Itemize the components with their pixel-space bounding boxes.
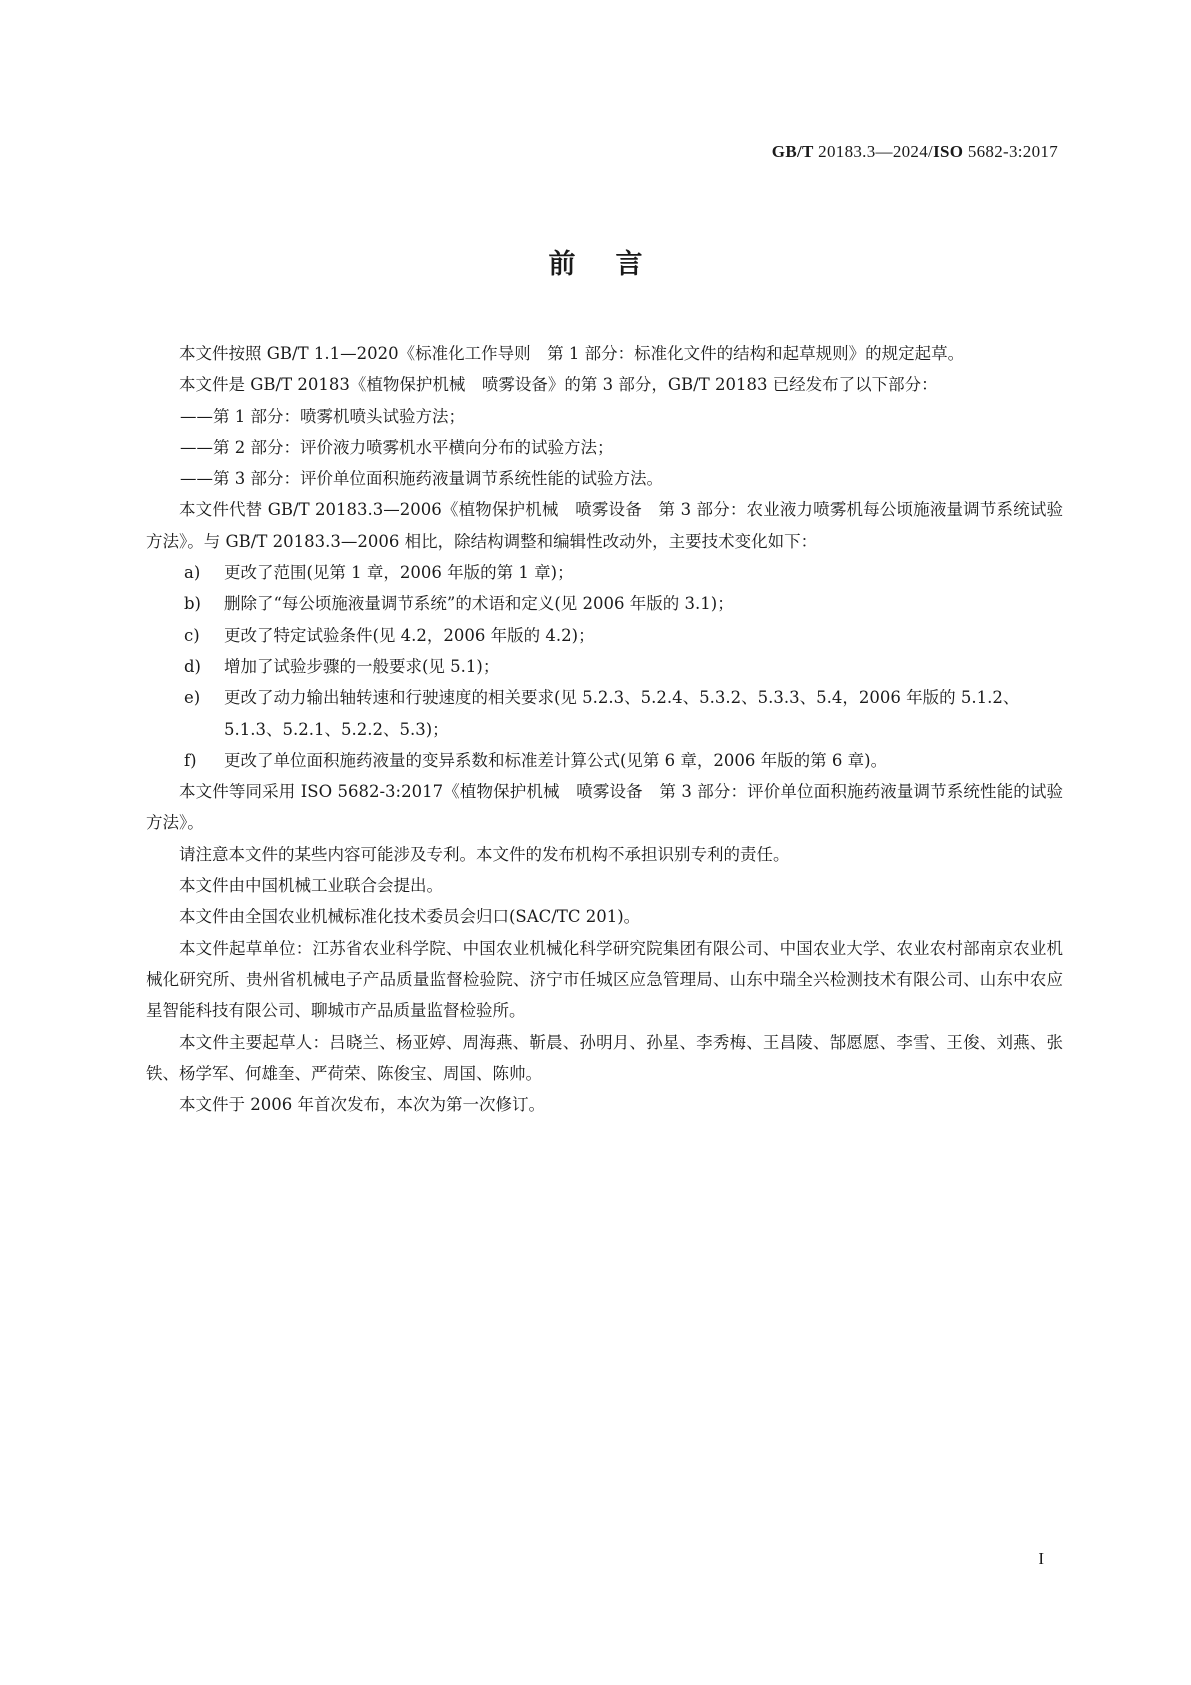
change-list-item <box>146 682 1063 745</box>
paragraph: 本文件按照 GB/T 1.1—2020《标准化工作导则 第 1 部分：标准化文件的结构和起草规则》的规定起草。 <box>179 344 965 363</box>
item-text: 更改了单位面积施药液量的变异系数和标准差计算公式(见第 6 章，2006 年版的第 6 章)。 <box>224 750 888 770</box>
change-list-item <box>146 588 1063 619</box>
change-list-item <box>146 651 1063 682</box>
paragraph: 本文件主要起草人：吕晓兰、杨亚婷、周海燕、靳晨、孙明月、孙星、李秀梅、王昌陵、郜愿愿、李雪、王俊、刘燕、张铁、杨学军、何雄奎、严荷荣、陈俊宝、周国、陈帅。 <box>146 1032 1063 1083</box>
item-text: 更改了范围(见第 1 章，2006 年版的第 1 章)； <box>224 563 574 583</box>
item-text: 删除了“每公顷施液量调节系统”的术语和定义(见 2006 年版的 3.1)； <box>224 594 734 614</box>
paragraph: 本文件于 2006 年首次发布，本次为第一次修订。 <box>179 1095 545 1115</box>
page-number: I <box>1038 1549 1044 1568</box>
paragraph: 本文件是 GB/T 20183《植物保护机械 喷雾设备》的第 3 部分，GB/T 20183 已经发布了以下部分： <box>179 375 938 395</box>
paragraph: 本文件起草单位：江苏省农业科学院、中国农业机械化科学研究院集团有限公司、中国农业大学、农业农村部南京农业机械化研究所、贵州省机械电子产品质量监督检验院、济宁市任城区应急管理局、山东中瑞全兴检测技术有限公司、山东中农应星智能科技有限公司、聊城市产品质量监督检验所。 <box>146 938 1063 1021</box>
item-label: e) <box>184 688 201 708</box>
dash-list-item: ——第 1 部分：喷雾机喷头试验方法； <box>180 406 465 426</box>
page-title: 前言 <box>548 249 683 280</box>
standard-code-gbt: GB/T <box>771 142 814 161</box>
item-text: 更改了特定试验条件(见 4.2，2006 年版的 4.2)； <box>224 625 595 645</box>
item-text: 更改了动力输出轴转速和行驶速度的相关要求(见 5.2.3、5.2.4、5.3.2、5.3.3、5.4，2006 年版的 5.1.2、5.1.3、5.2.1、5.2.2、5.3)； <box>224 688 1020 739</box>
foreword-body <box>146 338 1063 1120</box>
paragraph: 本文件由中国机械工业联合会提出。 <box>179 876 443 896</box>
item-label: c) <box>184 625 200 645</box>
change-list-item <box>146 620 1063 651</box>
item-label: b) <box>184 594 201 614</box>
standard-code-iso: ISO <box>933 142 964 161</box>
change-list-item <box>146 745 1063 776</box>
paragraph: 本文件由全国农业机械标准化技术委员会归口(SAC/TC 201)。 <box>179 907 641 927</box>
paragraph: 本文件代替 GB/T 20183.3—2006《植物保护机械 喷雾设备 第 3 部分：农业液力喷雾机每公顷施液量调节系统试验方法》。与 GB/T 20183.3—2006 相比，除结构调整和编辑性改动外，主要技术变化如下： <box>146 500 1063 551</box>
item-label: a) <box>184 563 201 583</box>
change-list-item <box>146 557 1063 588</box>
item-label: d) <box>184 656 201 676</box>
paragraph: 本文件等同采用 ISO 5682-3:2017《植物保护机械 喷雾设备 第 3 部分：评价单位面积施药液量调节系统性能的试验方法》。 <box>146 782 1063 833</box>
item-label: f) <box>184 750 197 770</box>
dash-list-item: ——第 2 部分：评价液力喷雾机水平横向分布的试验方法； <box>180 437 614 457</box>
paragraph: 请注意本文件的某些内容可能涉及专利。本文件的发布机构不承担识别专利的责任。 <box>179 844 790 864</box>
standard-code-header <box>772 142 1058 162</box>
item-text: 增加了试验步骤的一般要求(见 5.1)； <box>224 656 500 676</box>
standard-code-iso-number: 5682-3:2017 <box>963 142 1058 161</box>
dash-list-item: ——第 3 部分：评价单位面积施药液量调节系统性能的试验方法。 <box>180 469 663 489</box>
standard-code-number: 20183.3—2024/ <box>813 142 934 161</box>
